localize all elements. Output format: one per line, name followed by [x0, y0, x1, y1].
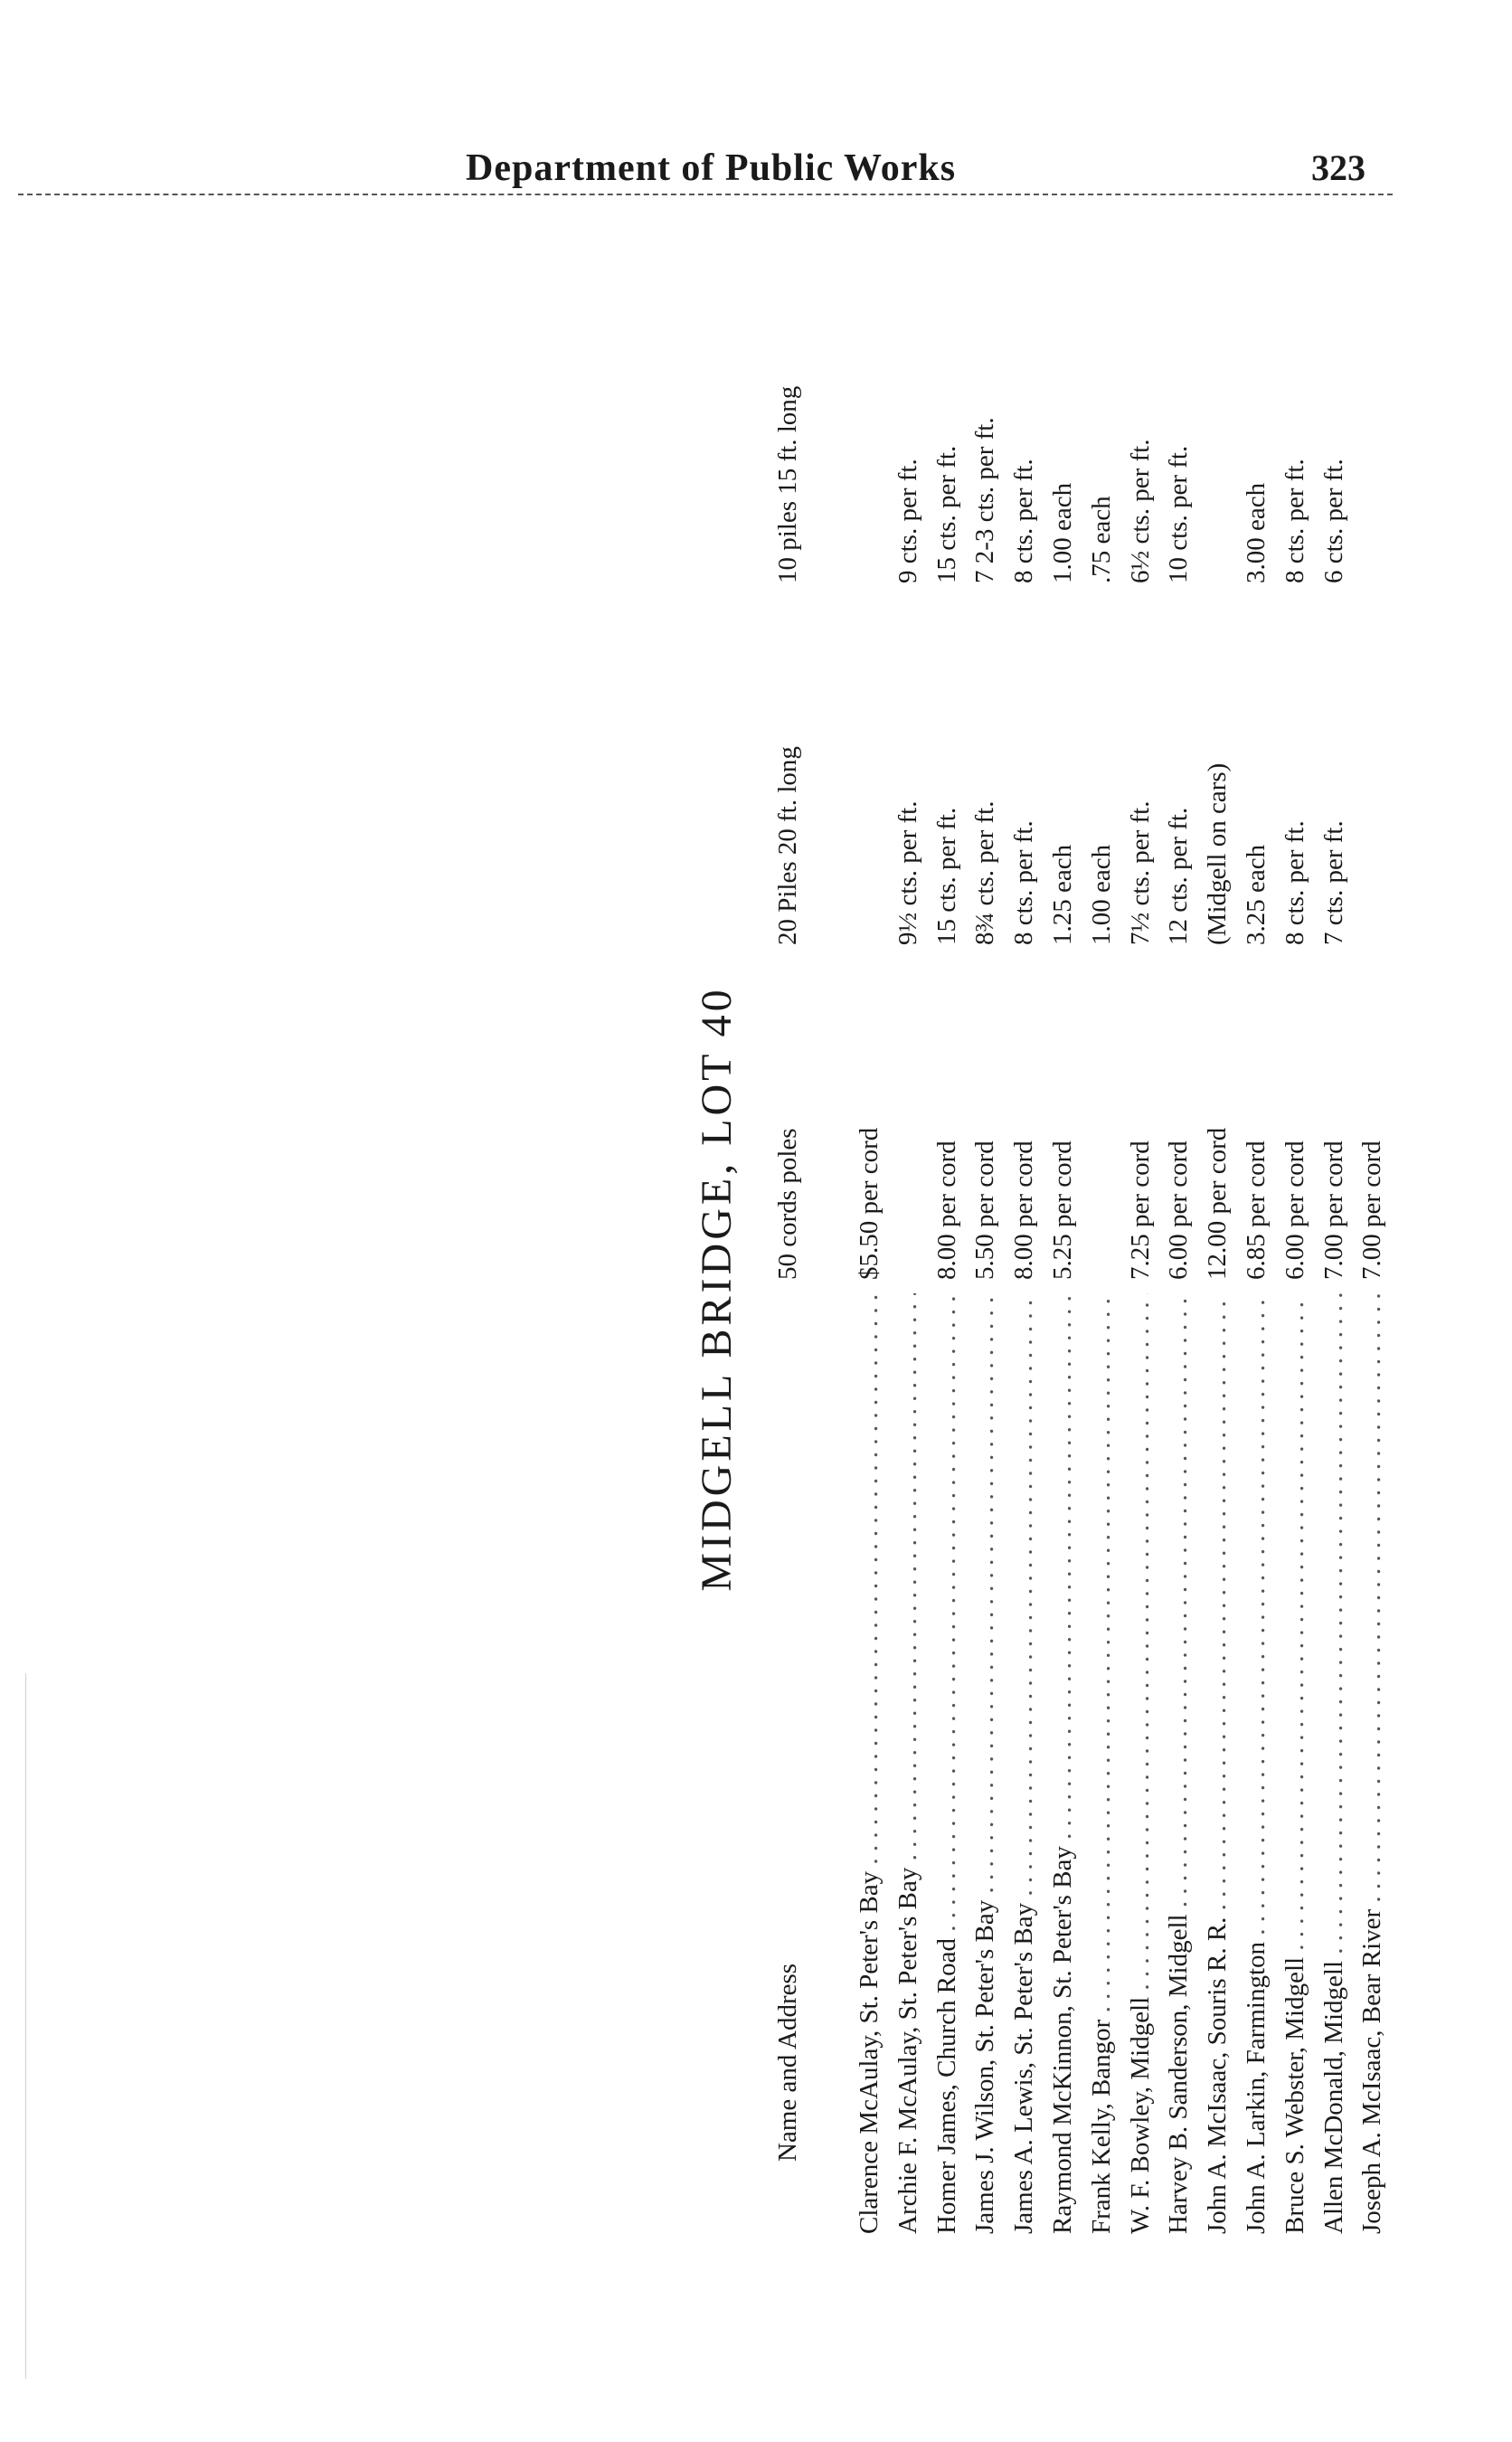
page-header — [0, 136, 1512, 199]
table-row — [1203, 249, 1242, 2329]
column-header-piles-15ft: 10 piles 15 ft. long — [773, 385, 802, 583]
table-title: MIDGELL BRIDGE, LOT 40 — [693, 986, 741, 1592]
table-row — [970, 249, 1009, 2329]
cords-cell: 5.50 per cord — [970, 1141, 1000, 1280]
cords-cell: $5.50 per cord — [855, 1127, 884, 1280]
piles20-cell: 8¾ cts. per ft. — [970, 800, 1000, 945]
table-row — [1087, 249, 1126, 2329]
name-cell: Joseph A. McIsaac, Bear River . . . — [1357, 1293, 1387, 2234]
table-row — [1009, 249, 1048, 2329]
table-row — [932, 249, 971, 2329]
name-cell: Bruce S. Webster, Midgell . . . — [1280, 1293, 1310, 2234]
table-row — [1048, 249, 1087, 2329]
name-cell: Harvey B. Sanderson, Midgell . . . — [1164, 1293, 1194, 2234]
table-row — [1164, 249, 1203, 2329]
table-row — [1319, 249, 1358, 2329]
cords-cell: 6.85 per cord — [1241, 1141, 1271, 1280]
running-title: Department of Public Works — [466, 147, 957, 189]
rotated-table — [674, 249, 1388, 2329]
piles20-cell: 1.25 each — [1047, 844, 1077, 945]
piles20-cell: 15 cts. per ft. — [931, 807, 961, 945]
name-cell: Clarence McAulay, St. Peter's Bay . . . — [855, 1293, 884, 2234]
piles10-cell: 6½ cts. per ft. — [1125, 439, 1155, 583]
page-number: 323 — [1311, 147, 1366, 188]
name-cell: Frank Kelly, Bangor . . . — [1087, 1293, 1117, 2234]
table-row — [1357, 249, 1396, 2329]
name-cell: James J. Wilson, St. Peter's Bay . . . — [970, 1293, 1000, 2234]
table-row — [1242, 249, 1280, 2329]
piles10-cell: 9 cts. per ft. — [893, 459, 922, 583]
table-row — [893, 249, 932, 2329]
page-edge-line — [25, 1673, 26, 2379]
column-header-name: Name and Address — [773, 1963, 802, 2162]
header-rule — [18, 194, 1393, 195]
piles20-cell: 8 cts. per ft. — [1280, 820, 1309, 945]
cords-cell: 6.00 per cord — [1164, 1141, 1194, 1280]
cords-cell: 7.25 per cord — [1125, 1141, 1155, 1280]
piles20-cell: (Midgell on cars) — [1203, 762, 1233, 945]
piles20-cell: 7 cts. per ft. — [1318, 820, 1348, 945]
name-cell: Raymond McKinnon, St. Peter's Bay . . . — [1048, 1293, 1078, 2234]
cords-cell: 7.00 per cord — [1318, 1141, 1348, 1280]
cords-cell: 6.00 per cord — [1280, 1141, 1309, 1280]
name-cell: Allen McDonald, Midgell . . . — [1319, 1293, 1349, 2234]
table-row — [1126, 249, 1165, 2329]
cords-cell: 12.00 per cord — [1203, 1127, 1233, 1280]
piles10-cell: .75 each — [1086, 496, 1116, 583]
name-cell: John A. Larkin, Farmington . . . — [1242, 1293, 1271, 2234]
name-cell: Homer James, Church Road . . . — [932, 1293, 962, 2234]
piles10-cell: 3.00 each — [1241, 482, 1271, 583]
column-header-cords: 50 cords poles — [773, 1128, 802, 1280]
piles10-cell: 7 2-3 cts. per ft. — [970, 417, 1000, 583]
column-header-piles-20ft: 20 Piles 20 ft. long — [773, 746, 802, 945]
piles20-cell: 8 cts. per ft. — [1009, 820, 1039, 945]
table-body — [855, 249, 1396, 2329]
piles10-cell: 8 cts. per ft. — [1009, 459, 1039, 583]
name-cell: Archie F. McAulay, St. Peter's Bay . . . — [893, 1293, 923, 2234]
cords-cell: 5.25 per cord — [1047, 1141, 1077, 1280]
table-row — [855, 249, 893, 2329]
piles10-cell: 10 cts. per ft. — [1164, 445, 1194, 583]
cords-cell: 8.00 per cord — [1009, 1141, 1039, 1280]
piles20-cell: 9½ cts. per ft. — [893, 800, 922, 945]
name-cell: W. F. Bowley, Midgell . . . — [1126, 1293, 1156, 2234]
piles20-cell: 7½ cts. per ft. — [1125, 800, 1155, 945]
cords-cell: 8.00 per cord — [931, 1141, 961, 1280]
piles10-cell: 1.00 each — [1047, 482, 1077, 583]
piles20-cell: 3.25 each — [1241, 844, 1271, 945]
piles10-cell: 6 cts. per ft. — [1318, 459, 1348, 583]
piles10-cell: 8 cts. per ft. — [1280, 459, 1309, 583]
piles20-cell: 1.00 each — [1086, 844, 1116, 945]
name-cell: John A. McIsaac, Souris R. R. . . . — [1203, 1293, 1233, 2234]
cords-cell: 7.00 per cord — [1357, 1141, 1387, 1280]
piles20-cell: 12 cts. per ft. — [1164, 807, 1194, 945]
name-cell: James A. Lewis, St. Peter's Bay . . . — [1009, 1293, 1039, 2234]
table-row — [1280, 249, 1319, 2329]
piles10-cell: 15 cts. per ft. — [931, 445, 961, 583]
